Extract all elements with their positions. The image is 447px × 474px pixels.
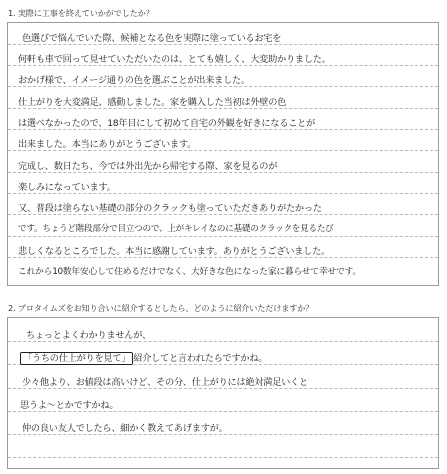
ruled-line: [8, 434, 438, 435]
answer-1-line: 出来ました。本当にありがとうございます。: [18, 139, 197, 150]
answer-1-line: これから10数年安心して住めるだけでなく、大好きな色になった家に暮らせて幸せです。: [18, 267, 361, 277]
ruled-line: [8, 236, 438, 237]
answer-1-line: 色選びで悩んでいた際、候補となる色を実際に塗っているお宅を: [22, 33, 282, 44]
answer-2-box: [7, 317, 439, 469]
question-1-label: 1. 実際に工事を終えていかがでしたか？: [8, 8, 154, 18]
answer-2-line: 少々他より、お値段は高いけど、その分、仕上がりには絶対満足いくと: [22, 377, 308, 388]
ruled-line: [8, 193, 438, 194]
answer-1-line: 完成し、数日たち、今では外出先から帰宅する際、家を見るのが: [18, 161, 278, 172]
ruled-line: [8, 214, 438, 215]
ruled-line: [8, 44, 438, 45]
ruled-line: [8, 388, 438, 389]
answer-1-line: おかげ様で、イメージ通りの色を選ぶことが出来ました。: [18, 75, 250, 86]
answer-2-line: 思うよ～とかですかね。: [20, 400, 119, 411]
question-2-label: 2. プロタイムズをお知り合いに紹介するとしたら、どのように紹介いただけますか？: [8, 303, 314, 313]
answer-1-line: です。ちょうど階段部分で目立つので、上がキレイなのに基礎のクラックを見るたび: [18, 224, 334, 234]
ruled-line: [8, 341, 438, 342]
ruled-line: [8, 65, 438, 66]
answer-1-line: 楽しみになっています。: [18, 182, 116, 193]
answer-1-box: [7, 22, 439, 286]
answer-2-line-rest: 紹介してと言われたらですかね。: [133, 353, 268, 364]
answer-1-line: 又、普段は塗らない基礎の部分のクラックも塗っていただきありがたかった: [18, 203, 322, 214]
answer-2-line: [20, 350, 267, 364]
answer-2-line: 仲の良い友人でしたら、細かく教えてあげますが。: [22, 423, 228, 434]
ruled-line: [8, 129, 438, 130]
ruled-line: [8, 172, 438, 173]
question-2-section: [0, 295, 447, 474]
ruled-line: [8, 108, 438, 109]
ruled-line: [8, 457, 438, 458]
answer-1-line: は選べなかったので、18年目にして初めて自宅の外観を好きになることが: [18, 118, 316, 129]
boxed-phrase: 「うちの仕上がりを見て」: [20, 352, 133, 365]
ruled-line: [8, 257, 438, 258]
answer-1-line: 悲しくなるところでした。本当に感謝しています。ありがとうございました。: [18, 246, 330, 257]
ruled-line: [8, 86, 438, 87]
answer-1-line: 仕上がりを大変満足、感動しました。家を購入した当初は外壁の色: [18, 97, 287, 108]
ruled-line: [8, 411, 438, 412]
ruled-line: [8, 150, 438, 151]
answer-1-line: 何軒も車で回って見せていただいたのは、とても嬉しく、大変助かりました。: [18, 54, 331, 65]
answer-2-line: ちょっとよくわかりませんが、: [26, 330, 152, 341]
